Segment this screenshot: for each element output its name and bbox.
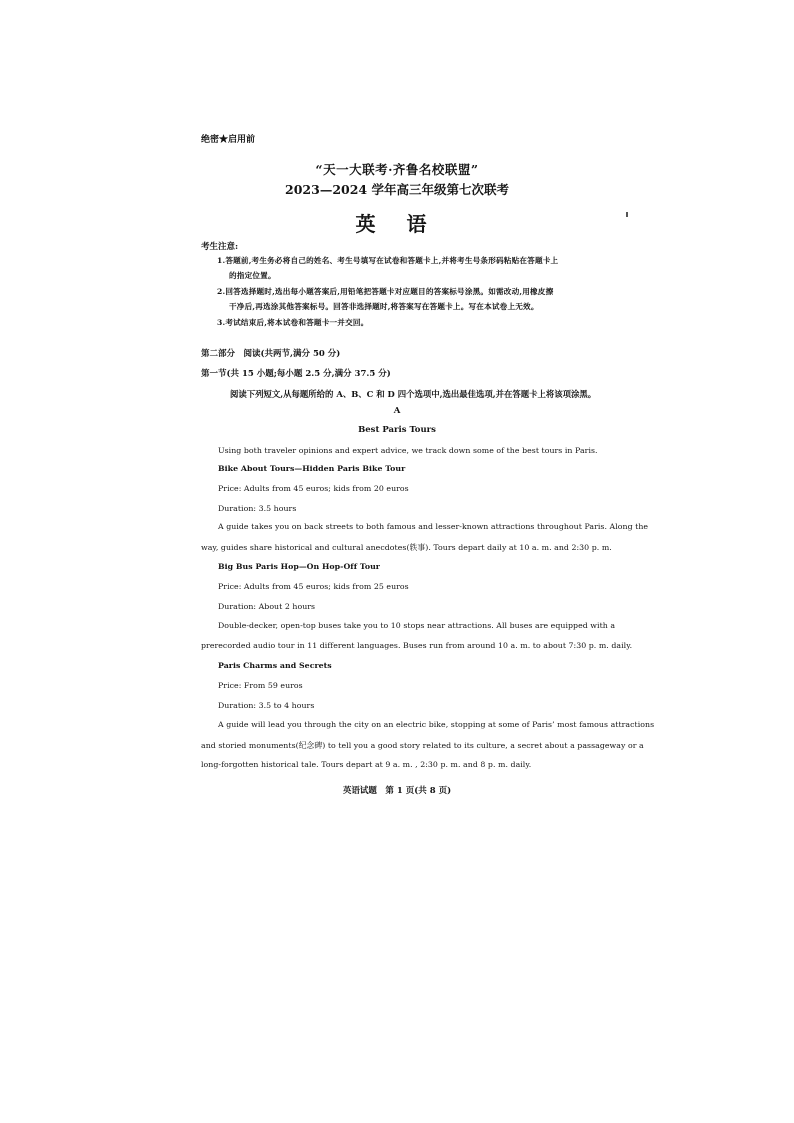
- exam-title-line2: 2023—2024 学年高三年级第七次联考: [285, 182, 509, 197]
- section-heading: 第一节(共 15 小题;每小题 2.5 分,满分 37.5 分): [201, 369, 391, 379]
- passage-title: Best Paris Tours: [358, 425, 436, 435]
- passage-letter: A: [393, 406, 401, 416]
- scan-mark: [626, 212, 628, 217]
- tour2-duration: Duration: About 2 hours: [218, 602, 316, 611]
- tour2-name: Big Bus Paris Hop—On Hop-Off Tour: [218, 562, 380, 571]
- tour3-name: Paris Charms and Secrets: [218, 661, 332, 670]
- tour2-desc-line2: prerecorded audio tour in 11 different languages. Buses run from around 10 a. m. to about 7:30 p. m. daily.: [201, 641, 633, 650]
- part-heading: 第二部分 阅读(共两节,满分 50 分): [201, 349, 341, 359]
- tour3-desc-line1: A guide will lead you through the city on an electric bike, stopping at some of Paris’ most famous attractions: [218, 720, 655, 729]
- tour1-price: Price: Adults from 45 euros; kids from 20 euros: [218, 484, 409, 493]
- tour3-duration: Duration: 3.5 to 4 hours: [218, 701, 315, 710]
- tour3-desc-line3: long-forgotten historical tale. Tours depart at 9 a. m. , 2:30 p. m. and 8 p. m. daily.: [201, 760, 532, 769]
- notice-item-1a: 1.答题前,考生务必将自己的姓名、考生号填写在试卷和答题卡上,并将考生号条形码粘贴在答题卡上: [217, 256, 559, 265]
- page-footer: 英语试题 第 1 页(共 8 页): [342, 786, 452, 796]
- notice-heading: 考生注意:: [201, 242, 239, 252]
- exam-title-line1: “天一大联考·齐鲁名校联盟”: [315, 162, 479, 177]
- tour3-price: Price: From 59 euros: [218, 681, 303, 690]
- notice-item-2b: 干净后,再选涂其他答案标号。回答非选择题时,将答案写在答题卡上。写在本试卷上无效。: [229, 302, 539, 311]
- passage-intro: Using both traveler opinions and expert advice, we track down some of the best tours in Paris.: [218, 446, 598, 455]
- tour2-desc-line1: Double-decker, open-top buses take you to 10 stops near attractions. All buses are equipped with a: [218, 621, 616, 630]
- notice-item-3: 3.考试结束后,将本试卷和答题卡一并交回。: [217, 318, 369, 327]
- tour1-name: Bike About Tours—Hidden Paris Bike Tour: [218, 464, 406, 473]
- tour1-desc-line2: way, guides share historical and cultural anecdotes(轶事). Tours depart daily at 10 a. m. and 2:30 p. m.: [201, 543, 612, 552]
- secret-mark: 绝密★启用前: [201, 135, 256, 145]
- tour3-desc-line2: and storied monuments(纪念碑) to tell you a good story related to its culture, a secret about a passageway or a: [201, 741, 644, 750]
- tour1-duration: Duration: 3.5 hours: [218, 504, 297, 513]
- tour1-desc-line1: A guide takes you on back streets to both famous and lesser-known attractions throughout Paris. Along the: [218, 522, 649, 531]
- tour2-price: Price: Adults from 45 euros; kids from 25 euros: [218, 582, 409, 591]
- notice-item-2a: 2.回答选择题时,选出每小题答案后,用铅笔把答题卡对应题目的答案标号涂黑。如需改动,用橡皮擦: [217, 287, 554, 296]
- subject-title: 英 语: [355, 212, 439, 236]
- reading-instruction: 阅读下列短文,从每题所给的 A、B、C 和 D 四个选项中,选出最佳选项,并在答题卡上将该项涂黑。: [230, 389, 597, 399]
- notice-item-1b: 的指定位置。: [229, 271, 276, 280]
